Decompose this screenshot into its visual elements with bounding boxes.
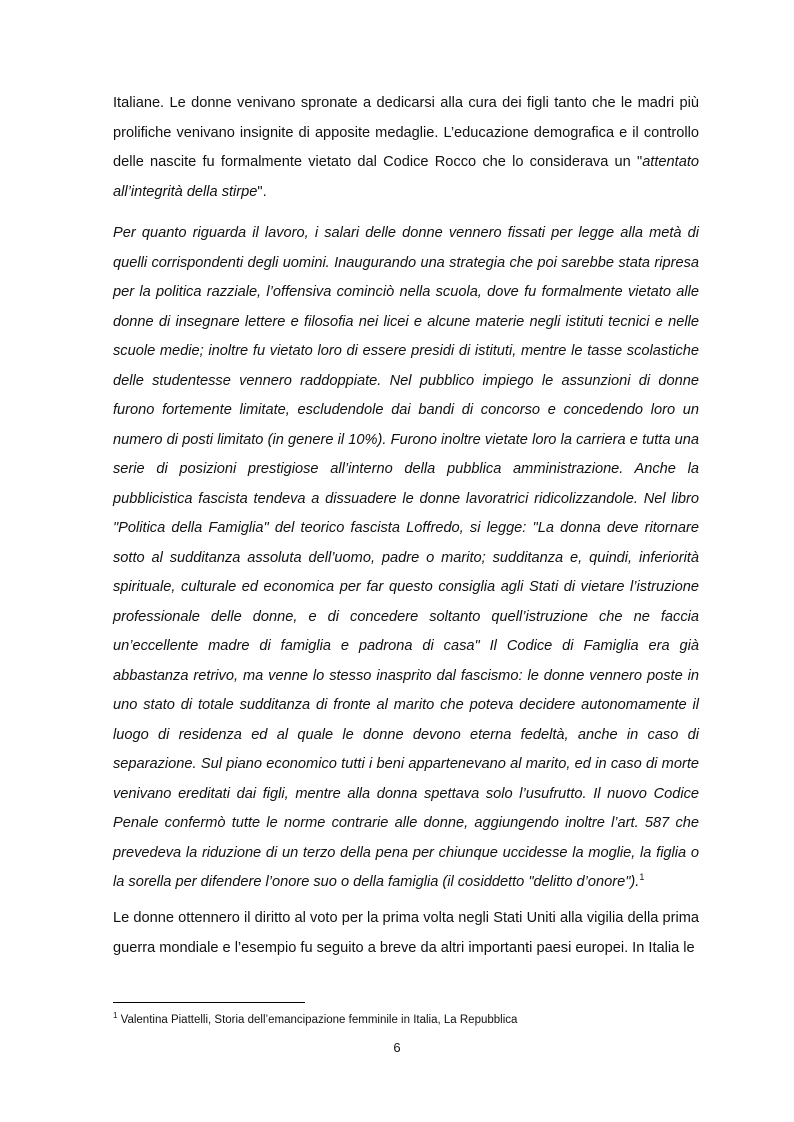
footnote-reference[interactable]: 1 <box>639 872 645 883</box>
footnote-separator <box>113 1002 305 1003</box>
paragraph-3-text: Le donne ottennero il diritto al voto per la prima volta negli Stati Uniti alla vigilia della prima guerra mondiale e l’esempio fu seguito a breve da altri importanti paesi europei. In Italia le <box>113 910 699 956</box>
paragraph-3 <box>113 904 699 963</box>
paragraph-1-end: ". <box>257 183 267 200</box>
footnote-text: Valentina Piattelli, Storia dell’emancipazione femminile in Italia, La Repubblica <box>117 1014 518 1026</box>
paragraph-1 <box>113 89 699 207</box>
paragraph-2-text: Per quanto riguarda il lavoro, i salari delle donne vennero fissati per legge alla metà di quelli corrispondenti degli uomini. Inaugurando una strategia che poi sarebbe stata ripresa per la politica razziale, l’offensiva cominciò nella scuola, dove fu formalmente vietato alle donne di insegnare lettere e filosofia nei licei e alcune materie negli istituti tecnici e nelle scuole medie; inoltre fu vietato loro di essere presidi di istituti, mentre le tasse scolastiche delle studentesse vennero raddoppiate. Nel pubblico impiego le assunzioni di donne furono fortemente limitate, escludendole dai bandi di concorso e concedendo loro un numero di posti limitato (in genere il 10%). Furono inoltre vietate loro la carriera e tutta una serie di posizioni prestigiose all’interno della pubblica amministrazione. Anche la pubblicistica fascista tendeva a dissuadere le donne lavoratrici ridicolizzandole. Nel libro "Politica della Famiglia" del teorico fascista Loffredo, si legge: "La donna deve ritornare sotto al sudditanza assoluta dell’uomo, padre o marito; sudditanza e, quindi, inferiorità spirituale, culturale ed economica per far questo consiglia agli Stati di vietare l’istruzione professionale delle donne, e di concedere soltanto quell’istruzione che ne faccia un’eccellente madre di famiglia e padrona di casa" Il Codice di Famiglia era già abbastanza retrivo, ma venne lo stesso inasprito dal fascismo: le donne vennero poste in uno stato di totale sudditanza di fronte al marito che poteva decidere autonomamente il luogo di residenza ed al quale le donne devono eterna fedeltà, anche in caso di separazione. Sul piano economico tutti i beni appartenevano al marito, ed in caso di morte venivano ereditati dai figli, mentre alla donna spettava solo l’usufrutto. Il nuovo Codice Penale confermò tutte le norme contrarie alle donne, aggiungendo inoltre l’art. 587 che prevedeva la riduzione di un terzo della pena per chiunque uccidesse la moglie, la figlia o la sorella per difendere l’onore suo o della famiglia (il cosiddetto "delitto d’onore"). <box>113 225 699 890</box>
footnote <box>113 1012 699 1028</box>
footnote-number: 1 <box>113 1011 118 1021</box>
paragraph-1-text: Italiane. Le donne venivano spronate a dedicarsi alla cura dei figli tanto che le madri più prolifiche venivano insignite di apposite medaglie. L’educazione demografica e il controllo delle nascite fu formalmente vietato dal Codice Rocco che lo considerava un " <box>113 95 699 170</box>
paragraph-2 <box>113 219 699 898</box>
page-number: 6 <box>393 1040 401 1055</box>
paragraph-1-quote: attentato all’integrità della stirpe <box>113 154 699 200</box>
